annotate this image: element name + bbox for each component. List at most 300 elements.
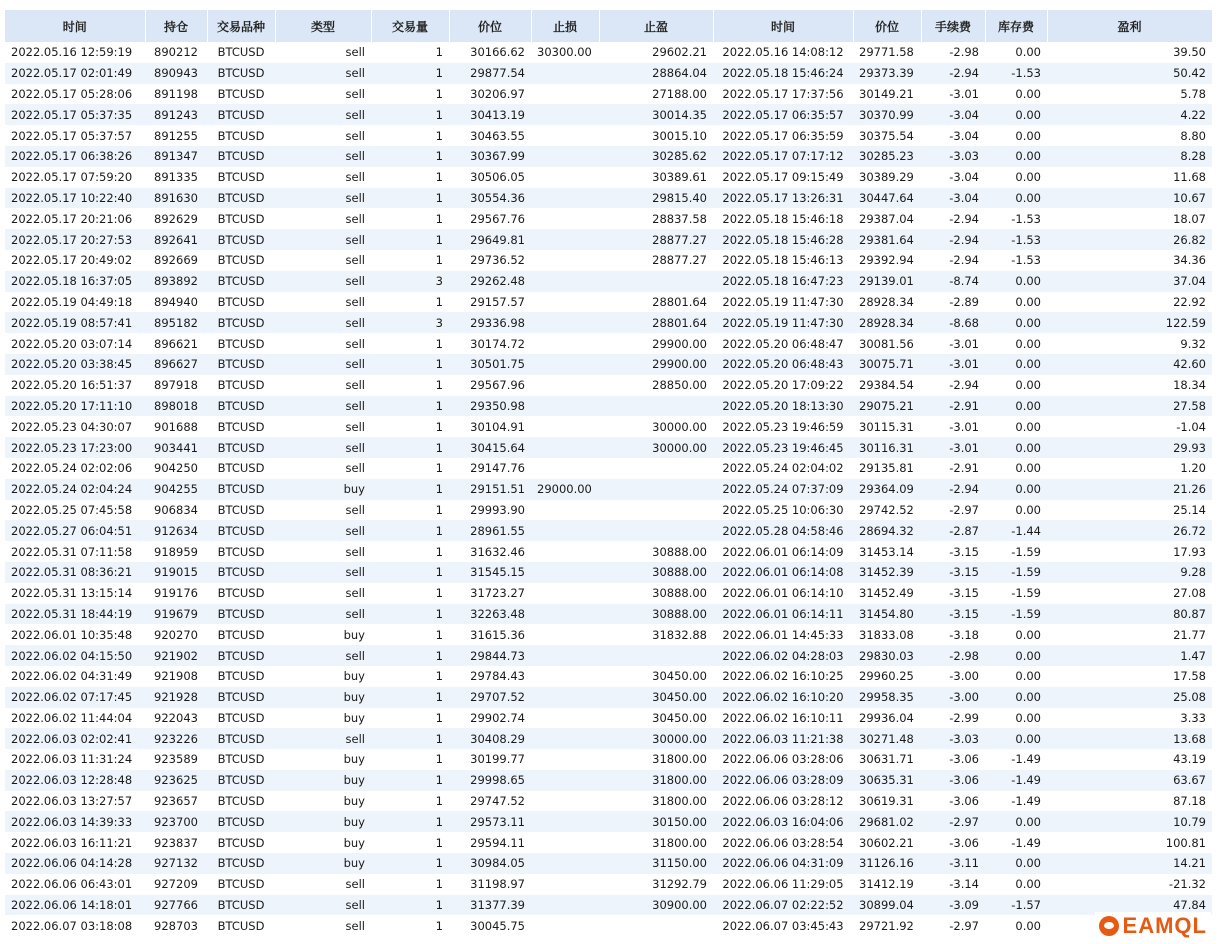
cell-type: sell bbox=[275, 562, 371, 583]
col-header-open-time[interactable]: 时间 bbox=[5, 10, 145, 42]
cell-type: sell bbox=[275, 541, 371, 562]
col-header-close-time[interactable]: 时间 bbox=[713, 10, 853, 42]
cell-profit: 39.50 bbox=[1047, 42, 1212, 63]
table-row[interactable] bbox=[5, 520, 1212, 541]
cell-position: 891255 bbox=[145, 125, 207, 146]
cell-close-time: 2022.05.17 06:35:59 bbox=[713, 125, 853, 146]
table-row[interactable] bbox=[5, 354, 1212, 375]
cell-type: sell bbox=[275, 500, 371, 521]
cell-close-price: 29139.01 bbox=[853, 271, 921, 292]
cell-stop-loss bbox=[531, 63, 599, 84]
cell-open-price: 30408.29 bbox=[449, 728, 531, 749]
cell-volume: 1 bbox=[371, 437, 449, 458]
table-row[interactable] bbox=[5, 645, 1212, 666]
cell-open-time: 2022.06.02 11:44:04 bbox=[5, 708, 145, 729]
cell-swap: 0.00 bbox=[985, 437, 1047, 458]
table-row[interactable] bbox=[5, 895, 1212, 916]
cell-take-profit: 30015.10 bbox=[599, 125, 713, 146]
cell-close-price: 29830.03 bbox=[853, 645, 921, 666]
cell-close-time: 2022.05.28 04:58:46 bbox=[713, 520, 853, 541]
cell-open-time: 2022.05.27 06:04:51 bbox=[5, 520, 145, 541]
cell-symbol: BTCUSD bbox=[207, 832, 275, 853]
cell-type: sell bbox=[275, 437, 371, 458]
cell-symbol: BTCUSD bbox=[207, 354, 275, 375]
cell-open-time: 2022.06.06 14:18:01 bbox=[5, 895, 145, 916]
cell-open-time: 2022.05.31 13:15:14 bbox=[5, 583, 145, 604]
table-row[interactable] bbox=[5, 312, 1212, 333]
table-row[interactable] bbox=[5, 604, 1212, 625]
cell-stop-loss bbox=[531, 292, 599, 313]
cell-commission: -3.15 bbox=[921, 562, 985, 583]
cell-profit: 80.87 bbox=[1047, 604, 1212, 625]
cell-volume: 1 bbox=[371, 853, 449, 874]
cell-symbol: BTCUSD bbox=[207, 666, 275, 687]
cell-type: sell bbox=[275, 208, 371, 229]
cell-volume: 1 bbox=[371, 479, 449, 500]
cell-position: 906834 bbox=[145, 500, 207, 521]
cell-close-time: 2022.06.03 11:21:38 bbox=[713, 728, 853, 749]
cell-symbol: BTCUSD bbox=[207, 63, 275, 84]
table-row[interactable] bbox=[5, 63, 1212, 84]
cell-open-time: 2022.06.03 12:28:48 bbox=[5, 770, 145, 791]
cell-symbol: BTCUSD bbox=[207, 396, 275, 417]
cell-open-price: 30506.05 bbox=[449, 167, 531, 188]
cell-take-profit: 30000.00 bbox=[599, 437, 713, 458]
cell-swap: 0.00 bbox=[985, 104, 1047, 125]
cell-position: 896621 bbox=[145, 333, 207, 354]
cell-commission: -3.04 bbox=[921, 125, 985, 146]
cell-type: sell bbox=[275, 188, 371, 209]
cell-open-price: 29567.76 bbox=[449, 208, 531, 229]
cell-close-time: 2022.05.20 06:48:43 bbox=[713, 354, 853, 375]
cell-stop-loss bbox=[531, 708, 599, 729]
cell-take-profit: 29815.40 bbox=[599, 188, 713, 209]
cell-close-price: 30602.21 bbox=[853, 832, 921, 853]
cell-take-profit bbox=[599, 271, 713, 292]
cell-symbol: BTCUSD bbox=[207, 208, 275, 229]
table-row[interactable] bbox=[5, 874, 1212, 895]
table-row[interactable] bbox=[5, 728, 1212, 749]
cell-volume: 1 bbox=[371, 292, 449, 313]
table-row[interactable] bbox=[5, 853, 1212, 874]
cell-stop-loss bbox=[531, 770, 599, 791]
cell-open-price: 30367.99 bbox=[449, 146, 531, 167]
table-row[interactable] bbox=[5, 832, 1212, 853]
cell-position: 904255 bbox=[145, 479, 207, 500]
cell-close-price: 31454.80 bbox=[853, 604, 921, 625]
cell-stop-loss bbox=[531, 312, 599, 333]
cell-volume: 1 bbox=[371, 167, 449, 188]
cell-position: 894940 bbox=[145, 292, 207, 313]
cell-open-time: 2022.05.24 02:04:24 bbox=[5, 479, 145, 500]
cell-swap: 0.00 bbox=[985, 375, 1047, 396]
cell-position: 901688 bbox=[145, 416, 207, 437]
cell-open-price: 29902.74 bbox=[449, 708, 531, 729]
table-row[interactable] bbox=[5, 770, 1212, 791]
cell-take-profit: 30000.00 bbox=[599, 728, 713, 749]
cell-position: 918959 bbox=[145, 541, 207, 562]
cell-stop-loss: 30300.00 bbox=[531, 42, 599, 63]
cell-stop-loss bbox=[531, 853, 599, 874]
cell-open-price: 30206.97 bbox=[449, 84, 531, 105]
cell-close-price: 30081.56 bbox=[853, 333, 921, 354]
cell-take-profit: 29602.21 bbox=[599, 42, 713, 63]
cell-volume: 1 bbox=[371, 354, 449, 375]
cell-close-time: 2022.05.24 02:04:02 bbox=[713, 458, 853, 479]
cell-symbol: BTCUSD bbox=[207, 479, 275, 500]
cell-symbol: BTCUSD bbox=[207, 770, 275, 791]
cell-volume: 1 bbox=[371, 125, 449, 146]
cell-stop-loss bbox=[531, 520, 599, 541]
cell-open-time: 2022.05.19 08:57:41 bbox=[5, 312, 145, 333]
cell-stop-loss bbox=[531, 208, 599, 229]
cell-type: sell bbox=[275, 396, 371, 417]
cell-position: 921908 bbox=[145, 666, 207, 687]
cell-symbol: BTCUSD bbox=[207, 583, 275, 604]
cell-commission: -3.01 bbox=[921, 437, 985, 458]
cell-close-time: 2022.06.07 02:22:52 bbox=[713, 895, 853, 916]
cell-stop-loss bbox=[531, 895, 599, 916]
cell-commission: -2.98 bbox=[921, 645, 985, 666]
cell-open-price: 29736.52 bbox=[449, 250, 531, 271]
table-row[interactable] bbox=[5, 811, 1212, 832]
cell-symbol: BTCUSD bbox=[207, 541, 275, 562]
cell-commission: -8.74 bbox=[921, 271, 985, 292]
table-row[interactable] bbox=[5, 125, 1212, 146]
cell-take-profit: 27188.00 bbox=[599, 84, 713, 105]
cell-stop-loss bbox=[531, 687, 599, 708]
trade-history-table bbox=[5, 10, 1213, 936]
cell-close-time: 2022.06.01 06:14:09 bbox=[713, 541, 853, 562]
cell-profit: 1.20 bbox=[1047, 458, 1212, 479]
col-header-type[interactable]: 类型 bbox=[275, 10, 371, 42]
cell-commission: -3.15 bbox=[921, 604, 985, 625]
cell-symbol: BTCUSD bbox=[207, 728, 275, 749]
cell-swap: 0.00 bbox=[985, 125, 1047, 146]
cell-commission: -2.91 bbox=[921, 458, 985, 479]
cell-swap: -1.59 bbox=[985, 583, 1047, 604]
cell-close-price: 29721.92 bbox=[853, 915, 921, 936]
cell-open-time: 2022.06.03 11:31:24 bbox=[5, 749, 145, 770]
cell-stop-loss bbox=[531, 874, 599, 895]
cell-profit: 63.67 bbox=[1047, 770, 1212, 791]
cell-volume: 1 bbox=[371, 562, 449, 583]
cell-take-profit bbox=[599, 500, 713, 521]
col-header-open-price[interactable]: 价位 bbox=[449, 10, 531, 42]
cell-symbol: BTCUSD bbox=[207, 811, 275, 832]
table-row[interactable] bbox=[5, 791, 1212, 812]
cell-type: buy bbox=[275, 853, 371, 874]
cell-position: 895182 bbox=[145, 312, 207, 333]
cell-take-profit: 28801.64 bbox=[599, 292, 713, 313]
cell-volume: 1 bbox=[371, 458, 449, 479]
table-row[interactable] bbox=[5, 84, 1212, 105]
cell-open-time: 2022.05.17 05:37:57 bbox=[5, 125, 145, 146]
cell-type: buy bbox=[275, 749, 371, 770]
cell-close-price: 29381.64 bbox=[853, 229, 921, 250]
cell-take-profit: 28850.00 bbox=[599, 375, 713, 396]
cell-swap: 0.00 bbox=[985, 624, 1047, 645]
cell-commission: -2.97 bbox=[921, 500, 985, 521]
cell-close-price: 29373.39 bbox=[853, 63, 921, 84]
table-row[interactable] bbox=[5, 188, 1212, 209]
cell-open-time: 2022.05.31 08:36:21 bbox=[5, 562, 145, 583]
cell-profit: 8.80 bbox=[1047, 125, 1212, 146]
cell-swap: 0.00 bbox=[985, 915, 1047, 936]
table-row[interactable] bbox=[5, 333, 1212, 354]
cell-symbol: BTCUSD bbox=[207, 458, 275, 479]
cell-position: 891198 bbox=[145, 84, 207, 105]
table-row[interactable] bbox=[5, 583, 1212, 604]
col-header-take-profit[interactable]: 止盈 bbox=[599, 10, 713, 42]
cell-symbol: BTCUSD bbox=[207, 229, 275, 250]
cell-take-profit: 31800.00 bbox=[599, 749, 713, 770]
cell-profit: 25.14 bbox=[1047, 500, 1212, 521]
cell-close-time: 2022.06.01 06:14:08 bbox=[713, 562, 853, 583]
cell-close-time: 2022.05.20 18:13:30 bbox=[713, 396, 853, 417]
cell-take-profit: 30450.00 bbox=[599, 666, 713, 687]
cell-close-price: 31453.14 bbox=[853, 541, 921, 562]
table-row[interactable] bbox=[5, 146, 1212, 167]
cell-profit: 50.42 bbox=[1047, 63, 1212, 84]
cell-type: sell bbox=[275, 167, 371, 188]
cell-take-profit: 28864.04 bbox=[599, 63, 713, 84]
cell-symbol: BTCUSD bbox=[207, 84, 275, 105]
cell-symbol: BTCUSD bbox=[207, 375, 275, 396]
cell-close-time: 2022.05.23 19:46:45 bbox=[713, 437, 853, 458]
table-row[interactable] bbox=[5, 250, 1212, 271]
cell-swap: -1.53 bbox=[985, 229, 1047, 250]
cell-position: 890943 bbox=[145, 63, 207, 84]
cell-open-time: 2022.05.17 02:01:49 bbox=[5, 63, 145, 84]
cell-close-time: 2022.05.18 15:46:13 bbox=[713, 250, 853, 271]
cell-swap: 0.00 bbox=[985, 500, 1047, 521]
cell-open-time: 2022.05.17 05:37:35 bbox=[5, 104, 145, 125]
cell-open-price: 30045.75 bbox=[449, 915, 531, 936]
cell-profit: 87.18 bbox=[1047, 791, 1212, 812]
cell-type: sell bbox=[275, 104, 371, 125]
col-header-commission[interactable]: 手续费 bbox=[921, 10, 985, 42]
cell-close-price: 31833.08 bbox=[853, 624, 921, 645]
cell-open-price: 32263.48 bbox=[449, 604, 531, 625]
cell-stop-loss bbox=[531, 229, 599, 250]
cell-take-profit: 30014.35 bbox=[599, 104, 713, 125]
table-row[interactable] bbox=[5, 396, 1212, 417]
cell-swap: -1.49 bbox=[985, 770, 1047, 791]
col-header-profit[interactable]: 盈利 bbox=[1047, 10, 1212, 42]
table-row[interactable] bbox=[5, 271, 1212, 292]
cell-open-price: 29784.43 bbox=[449, 666, 531, 687]
cell-commission: -3.11 bbox=[921, 853, 985, 874]
cell-open-time: 2022.05.17 06:38:26 bbox=[5, 146, 145, 167]
cell-close-price: 30631.71 bbox=[853, 749, 921, 770]
table-row[interactable] bbox=[5, 167, 1212, 188]
table-row[interactable] bbox=[5, 437, 1212, 458]
cell-open-price: 31632.46 bbox=[449, 541, 531, 562]
cell-open-time: 2022.06.03 13:27:57 bbox=[5, 791, 145, 812]
col-header-position[interactable]: 持仓 bbox=[145, 10, 207, 42]
table-row[interactable] bbox=[5, 479, 1212, 500]
cell-open-price: 30413.19 bbox=[449, 104, 531, 125]
cell-commission: -2.94 bbox=[921, 63, 985, 84]
cell-swap: 0.00 bbox=[985, 853, 1047, 874]
cell-open-price: 29998.65 bbox=[449, 770, 531, 791]
cell-swap: -1.57 bbox=[985, 895, 1047, 916]
cell-commission: -2.91 bbox=[921, 396, 985, 417]
cell-swap: 0.00 bbox=[985, 271, 1047, 292]
cell-close-price: 29364.09 bbox=[853, 479, 921, 500]
cell-stop-loss bbox=[531, 791, 599, 812]
cell-type: sell bbox=[275, 604, 371, 625]
table-row[interactable] bbox=[5, 416, 1212, 437]
cell-open-time: 2022.06.02 07:17:45 bbox=[5, 687, 145, 708]
cell-open-price: 31198.97 bbox=[449, 874, 531, 895]
cell-profit: 1.47 bbox=[1047, 645, 1212, 666]
cell-position: 923589 bbox=[145, 749, 207, 770]
col-header-volume[interactable]: 交易量 bbox=[371, 10, 449, 42]
cell-profit: 3.33 bbox=[1047, 708, 1212, 729]
cell-symbol: BTCUSD bbox=[207, 708, 275, 729]
cell-volume: 1 bbox=[371, 520, 449, 541]
table-row[interactable] bbox=[5, 708, 1212, 729]
cell-stop-loss bbox=[531, 811, 599, 832]
cell-profit: 26.82 bbox=[1047, 229, 1212, 250]
table-row[interactable] bbox=[5, 42, 1212, 63]
cell-open-time: 2022.06.02 04:15:50 bbox=[5, 645, 145, 666]
cell-volume: 1 bbox=[371, 84, 449, 105]
table-row[interactable] bbox=[5, 208, 1212, 229]
cell-profit: 27.08 bbox=[1047, 583, 1212, 604]
cell-open-time: 2022.06.03 16:11:21 bbox=[5, 832, 145, 853]
table-row[interactable] bbox=[5, 500, 1212, 521]
table-row[interactable] bbox=[5, 624, 1212, 645]
cell-take-profit: 28877.27 bbox=[599, 229, 713, 250]
cell-volume: 1 bbox=[371, 915, 449, 936]
cell-close-time: 2022.05.17 09:15:49 bbox=[713, 167, 853, 188]
cell-take-profit: 30888.00 bbox=[599, 583, 713, 604]
col-header-stop-loss[interactable]: 止损 bbox=[531, 10, 599, 42]
cell-stop-loss bbox=[531, 167, 599, 188]
cell-symbol: BTCUSD bbox=[207, 104, 275, 125]
cell-open-price: 29567.96 bbox=[449, 375, 531, 396]
cell-close-price: 30075.71 bbox=[853, 354, 921, 375]
cell-type: sell bbox=[275, 292, 371, 313]
cell-symbol: BTCUSD bbox=[207, 562, 275, 583]
cell-profit: 42.60 bbox=[1047, 354, 1212, 375]
cell-take-profit: 30888.00 bbox=[599, 541, 713, 562]
cell-volume: 1 bbox=[371, 749, 449, 770]
col-header-swap[interactable]: 库存费 bbox=[985, 10, 1047, 42]
cell-close-time: 2022.05.18 16:47:23 bbox=[713, 271, 853, 292]
cell-commission: -3.01 bbox=[921, 84, 985, 105]
cell-type: sell bbox=[275, 375, 371, 396]
cell-profit: 9.32 bbox=[1047, 333, 1212, 354]
cell-open-price: 29336.98 bbox=[449, 312, 531, 333]
cell-open-price: 30166.62 bbox=[449, 42, 531, 63]
cell-profit: 100.81 bbox=[1047, 832, 1212, 853]
cell-close-price: 29742.52 bbox=[853, 500, 921, 521]
cell-close-time: 2022.05.23 19:46:59 bbox=[713, 416, 853, 437]
cell-type: sell bbox=[275, 583, 371, 604]
table-row[interactable] bbox=[5, 375, 1212, 396]
cell-profit: 29.93 bbox=[1047, 437, 1212, 458]
table-row[interactable] bbox=[5, 292, 1212, 313]
table-row[interactable] bbox=[5, 562, 1212, 583]
cell-stop-loss bbox=[531, 604, 599, 625]
cell-close-time: 2022.05.16 14:08:12 bbox=[713, 42, 853, 63]
cell-swap: 0.00 bbox=[985, 811, 1047, 832]
cell-open-time: 2022.05.17 20:49:02 bbox=[5, 250, 145, 271]
cell-position: 891347 bbox=[145, 146, 207, 167]
cell-type: buy bbox=[275, 624, 371, 645]
col-header-close-price[interactable]: 价位 bbox=[853, 10, 921, 42]
cell-open-price: 30199.77 bbox=[449, 749, 531, 770]
table-row[interactable] bbox=[5, 915, 1212, 936]
cell-symbol: BTCUSD bbox=[207, 604, 275, 625]
cell-volume: 1 bbox=[371, 42, 449, 63]
cell-open-price: 29594.11 bbox=[449, 832, 531, 853]
trade-history-panel bbox=[5, 10, 1212, 936]
cell-type: sell bbox=[275, 271, 371, 292]
cell-commission: -3.15 bbox=[921, 583, 985, 604]
cell-stop-loss bbox=[531, 541, 599, 562]
cell-close-price: 30389.29 bbox=[853, 167, 921, 188]
cell-symbol: BTCUSD bbox=[207, 791, 275, 812]
cell-stop-loss bbox=[531, 728, 599, 749]
table-row[interactable] bbox=[5, 229, 1212, 250]
table-row[interactable] bbox=[5, 104, 1212, 125]
cell-open-time: 2022.05.19 04:49:18 bbox=[5, 292, 145, 313]
cell-type: sell bbox=[275, 915, 371, 936]
cell-profit: 13.68 bbox=[1047, 728, 1212, 749]
table-row[interactable] bbox=[5, 458, 1212, 479]
cell-open-time: 2022.05.17 05:28:06 bbox=[5, 84, 145, 105]
cell-volume: 1 bbox=[371, 791, 449, 812]
cell-position: 890212 bbox=[145, 42, 207, 63]
cell-open-time: 2022.05.18 16:37:05 bbox=[5, 271, 145, 292]
cell-commission: -3.18 bbox=[921, 624, 985, 645]
cell-swap: 0.00 bbox=[985, 146, 1047, 167]
cell-close-time: 2022.05.17 07:17:12 bbox=[713, 146, 853, 167]
cell-profit: 26.72 bbox=[1047, 520, 1212, 541]
cell-type: buy bbox=[275, 791, 371, 812]
cell-stop-loss bbox=[531, 188, 599, 209]
cell-symbol: BTCUSD bbox=[207, 624, 275, 645]
cell-commission: -3.04 bbox=[921, 167, 985, 188]
cell-swap: -1.49 bbox=[985, 791, 1047, 812]
col-header-symbol[interactable]: 交易品种 bbox=[207, 10, 275, 42]
cell-symbol: BTCUSD bbox=[207, 42, 275, 63]
table-row[interactable] bbox=[5, 749, 1212, 770]
cell-type: buy bbox=[275, 708, 371, 729]
cell-symbol: BTCUSD bbox=[207, 146, 275, 167]
table-row[interactable] bbox=[5, 541, 1212, 562]
cell-take-profit: 31800.00 bbox=[599, 791, 713, 812]
cell-open-time: 2022.05.17 20:27:53 bbox=[5, 229, 145, 250]
cell-position: 927766 bbox=[145, 895, 207, 916]
cell-swap: -1.53 bbox=[985, 63, 1047, 84]
cell-type: sell bbox=[275, 333, 371, 354]
cell-volume: 1 bbox=[371, 708, 449, 729]
table-row[interactable] bbox=[5, 687, 1212, 708]
cell-swap: 0.00 bbox=[985, 708, 1047, 729]
cell-take-profit: 28801.64 bbox=[599, 312, 713, 333]
table-row[interactable] bbox=[5, 666, 1212, 687]
cell-open-price: 31545.15 bbox=[449, 562, 531, 583]
cell-close-price: 30116.31 bbox=[853, 437, 921, 458]
cell-type: sell bbox=[275, 354, 371, 375]
cell-commission: -3.06 bbox=[921, 770, 985, 791]
